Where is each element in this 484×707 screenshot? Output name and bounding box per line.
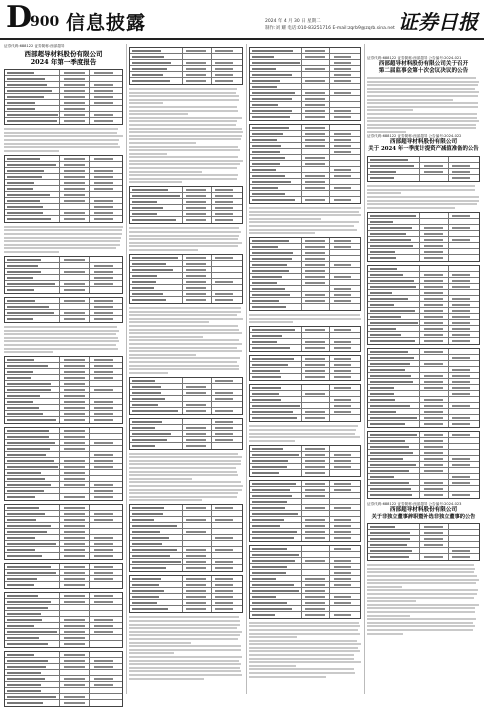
text-line	[129, 678, 204, 680]
text-line	[367, 615, 410, 617]
text-line	[249, 636, 297, 638]
column-divider	[246, 44, 247, 694]
text-line	[367, 88, 475, 90]
text-line	[249, 429, 356, 431]
text-line	[129, 138, 241, 140]
text-line	[367, 117, 477, 119]
table-row	[368, 554, 479, 560]
data-table	[367, 431, 480, 499]
column-1	[4, 44, 123, 694]
text-line	[129, 102, 163, 104]
data-table	[4, 297, 123, 323]
table-row	[5, 216, 122, 222]
text-line	[4, 326, 117, 328]
text-line	[129, 307, 241, 309]
text-line	[129, 456, 242, 458]
text-line	[4, 229, 122, 231]
text-line	[367, 102, 478, 104]
table-row	[250, 374, 360, 380]
data-table	[367, 156, 480, 182]
data-table	[129, 418, 243, 450]
text-line	[367, 84, 478, 86]
text-line	[129, 311, 241, 313]
text-line	[249, 433, 355, 435]
table-row	[130, 408, 242, 414]
text-line	[367, 106, 478, 108]
data-table	[4, 651, 123, 707]
text-line	[367, 622, 473, 624]
text-line	[129, 135, 242, 137]
text-line	[129, 249, 198, 251]
text-line	[129, 652, 174, 654]
text-line	[129, 110, 238, 112]
text-line	[367, 604, 479, 606]
text-line	[4, 344, 116, 346]
text-line	[367, 99, 453, 101]
text-line	[129, 343, 242, 345]
text-line	[129, 656, 242, 658]
data-table	[129, 575, 243, 613]
article-company: 西部超导材料股份有限公司	[24, 50, 103, 58]
table-row	[368, 421, 479, 427]
table-row	[5, 700, 122, 706]
text-line	[249, 318, 361, 320]
table-row	[250, 612, 360, 618]
text-line	[249, 622, 359, 624]
data-table	[249, 384, 361, 422]
contact-line: 制作:刘 耀 电话:010-83251716 E-mail:zqrb9@zqrb.sina.net	[265, 26, 395, 31]
text-line	[4, 132, 117, 134]
text-line	[4, 237, 121, 239]
text-line	[4, 351, 53, 353]
data-table	[4, 256, 123, 294]
text-line	[4, 348, 118, 350]
text-line	[129, 478, 192, 480]
text-line	[129, 492, 238, 494]
page-header	[0, 0, 484, 40]
article-title: 2024 年第一季度报告	[30, 58, 97, 67]
text-line	[129, 181, 182, 183]
text-line	[249, 321, 293, 323]
table-row	[130, 297, 242, 303]
text-line	[367, 597, 474, 599]
text-line	[4, 337, 118, 339]
table-row	[5, 641, 122, 647]
text-line	[129, 120, 237, 122]
text-line	[249, 665, 296, 667]
text-line	[249, 425, 358, 427]
page-letter: D	[6, 0, 33, 35]
text-line	[129, 627, 237, 629]
text-line	[129, 95, 239, 97]
table-row	[368, 492, 479, 498]
table-row	[5, 118, 122, 124]
text-line	[367, 77, 476, 79]
text-line	[367, 81, 479, 83]
data-table	[4, 592, 123, 648]
data-table	[249, 480, 361, 542]
table-row	[250, 114, 360, 120]
text-line	[129, 463, 241, 465]
text-line	[249, 436, 360, 438]
text-line	[367, 618, 476, 620]
text-line	[367, 611, 475, 613]
text-line	[367, 203, 477, 205]
text-line	[367, 185, 475, 187]
text-line	[129, 314, 237, 316]
text-line	[129, 149, 240, 151]
text-line	[129, 372, 168, 374]
text-line	[129, 667, 240, 669]
data-table	[129, 186, 243, 224]
text-line	[367, 600, 416, 602]
text-line	[129, 242, 242, 244]
table-row	[5, 553, 122, 559]
data-table	[367, 348, 480, 428]
table-row	[130, 443, 242, 449]
data-table	[249, 545, 361, 619]
column-3	[249, 44, 361, 694]
text-line	[129, 460, 241, 462]
table-row	[5, 417, 122, 423]
text-line	[129, 638, 238, 640]
text-line	[367, 582, 476, 584]
data-table	[129, 47, 243, 85]
text-line	[249, 214, 361, 216]
text-line	[129, 634, 240, 636]
data-table	[249, 445, 361, 477]
text-line	[129, 489, 242, 491]
text-line	[367, 91, 479, 93]
text-line	[129, 642, 191, 644]
text-line	[249, 629, 358, 631]
text-line	[129, 88, 237, 90]
text-line	[249, 314, 360, 316]
article-code: 证券代码:688122 证券简称:西部超导 公告编号:2024-021	[367, 56, 462, 60]
table-row	[250, 535, 360, 541]
table-row	[5, 494, 122, 500]
data-table	[129, 254, 243, 304]
text-line	[4, 244, 120, 246]
text-line	[249, 232, 315, 234]
text-line	[249, 440, 295, 442]
table-row	[130, 565, 242, 571]
text-line	[129, 92, 236, 94]
text-line	[367, 625, 475, 627]
text-line	[249, 643, 361, 645]
text-line	[4, 146, 120, 148]
data-table	[129, 377, 243, 415]
text-line	[129, 485, 243, 487]
data-table	[367, 212, 480, 262]
text-line	[4, 233, 122, 235]
text-line	[367, 95, 478, 97]
text-line	[249, 229, 357, 231]
text-line	[129, 160, 243, 162]
text-line	[367, 579, 479, 581]
text-line	[4, 333, 116, 335]
data-table	[129, 504, 243, 572]
text-line	[4, 247, 116, 249]
column-divider	[126, 44, 127, 694]
text-line	[4, 150, 59, 152]
text-line	[249, 661, 361, 663]
text-line	[129, 227, 239, 229]
text-line	[129, 339, 239, 341]
text-line	[129, 171, 202, 173]
text-line	[367, 568, 475, 570]
text-line	[249, 625, 360, 627]
article-code: 证券代码:688122 证券简称:西部超导 公告编号:2024-022	[367, 134, 462, 139]
text-line	[249, 225, 354, 227]
text-line	[367, 564, 474, 566]
section-title: 信息披露	[66, 12, 147, 34]
text-line	[4, 135, 123, 137]
text-line	[129, 174, 238, 176]
table-row	[250, 415, 360, 421]
data-table	[249, 237, 361, 311]
column-divider	[364, 44, 365, 694]
column-4	[367, 44, 480, 694]
text-line	[249, 676, 326, 678]
text-line	[367, 571, 474, 573]
text-line	[129, 361, 237, 363]
text-line	[129, 153, 167, 155]
data-table	[249, 47, 361, 121]
table-row	[5, 287, 122, 293]
text-line	[129, 231, 241, 233]
text-line	[367, 607, 475, 609]
table-row	[5, 316, 122, 322]
text-line	[367, 131, 406, 133]
text-line	[367, 127, 476, 129]
text-line	[249, 633, 360, 635]
data-table	[249, 355, 361, 381]
text-line	[249, 672, 355, 674]
text-line	[129, 663, 241, 665]
text-line	[129, 332, 242, 334]
text-line	[129, 128, 242, 130]
text-line	[129, 163, 240, 165]
text-line	[249, 211, 359, 213]
article-code: 证券代码:688122 证券简称:西部超导 公告编号:2024-023	[367, 501, 462, 506]
text-line	[129, 329, 239, 331]
text-line	[129, 499, 202, 501]
data-table	[4, 504, 123, 560]
article-company: 西部超导材料股份有限公司	[389, 506, 458, 513]
text-line	[129, 620, 240, 622]
article-title: 关于 2024 年一季度计提资产减值准备的公告	[368, 146, 479, 153]
text-line	[129, 113, 188, 115]
table-row	[368, 175, 479, 181]
text-line	[129, 660, 239, 662]
text-line	[129, 350, 242, 352]
text-line	[129, 357, 240, 359]
text-line	[129, 146, 238, 148]
text-line	[129, 670, 241, 672]
text-line	[4, 330, 119, 332]
text-line	[129, 245, 238, 247]
table-row	[250, 197, 360, 203]
text-line	[129, 368, 239, 370]
text-line	[4, 143, 118, 145]
text-line	[129, 124, 236, 126]
text-line	[367, 633, 403, 635]
text-line	[129, 131, 243, 133]
text-line	[249, 218, 321, 220]
data-table	[4, 155, 123, 223]
table-row	[5, 582, 122, 588]
text-line	[129, 325, 238, 327]
article-code: 证券代码:688122 证券简称:西部超导	[4, 44, 65, 48]
data-table	[367, 523, 480, 561]
text-line	[129, 318, 243, 320]
text-line	[367, 124, 476, 126]
text-line	[129, 167, 237, 169]
article-title: 关于非独立董事辞职暨补选非独立董事的公告	[371, 513, 476, 520]
text-line	[129, 616, 239, 618]
text-line	[129, 649, 241, 651]
page-number: 900	[30, 14, 60, 30]
table-row	[130, 217, 242, 223]
text-line	[367, 629, 473, 631]
text-line	[249, 654, 354, 656]
data-table	[4, 563, 123, 589]
text-line	[4, 226, 123, 228]
table-row	[250, 345, 360, 351]
text-line	[129, 321, 209, 323]
data-table	[4, 356, 123, 424]
text-line	[367, 589, 478, 591]
text-line	[129, 496, 237, 498]
table-row	[250, 304, 360, 310]
text-line	[367, 593, 477, 595]
text-line	[129, 178, 237, 180]
text-line	[129, 631, 242, 633]
text-line	[129, 99, 239, 101]
date-line: 2024 年 4 月 30 日 星期二	[265, 19, 321, 24]
text-line	[4, 240, 120, 242]
text-line	[367, 120, 479, 122]
text-line	[4, 139, 119, 141]
text-line	[129, 347, 237, 349]
table-row	[368, 338, 479, 344]
newspaper-logo: 证券日报	[398, 10, 478, 34]
text-line	[249, 647, 358, 649]
text-line	[367, 575, 477, 577]
data-table	[249, 326, 361, 352]
column-2	[129, 44, 243, 694]
data-table	[4, 69, 123, 125]
text-line	[367, 586, 402, 588]
article-company: 西部超导材料股份有限公司关于召开	[378, 61, 469, 67]
text-line	[4, 128, 118, 130]
text-line	[129, 481, 241, 483]
text-line	[4, 251, 59, 253]
text-line	[129, 235, 239, 237]
text-line	[249, 640, 357, 642]
text-line	[129, 117, 242, 119]
text-line	[249, 221, 359, 223]
data-table	[4, 427, 123, 501]
text-line	[129, 471, 237, 473]
data-table	[367, 265, 480, 345]
article-title: 第二届监事会第十次会议决议的公告	[378, 67, 469, 74]
text-line	[129, 354, 196, 356]
text-line	[249, 207, 361, 209]
text-line	[129, 336, 203, 338]
text-line	[249, 658, 354, 660]
article-company: 西部超导材料股份有限公司	[389, 139, 458, 146]
text-line	[367, 113, 477, 115]
table-row	[130, 78, 242, 84]
text-line	[367, 189, 475, 191]
data-table	[249, 124, 361, 204]
text-line	[367, 192, 401, 194]
text-line	[367, 207, 455, 209]
table-row	[130, 606, 242, 612]
text-line	[367, 196, 479, 198]
text-line	[367, 109, 413, 111]
text-line	[129, 467, 236, 469]
text-line	[249, 650, 360, 652]
text-line	[129, 106, 237, 108]
text-line	[129, 674, 242, 676]
text-line	[129, 238, 238, 240]
text-line	[129, 156, 238, 158]
text-line	[129, 142, 196, 144]
text-line	[4, 340, 119, 342]
text-line	[367, 200, 479, 202]
text-line	[129, 365, 239, 367]
text-line	[129, 624, 240, 626]
table-row	[250, 470, 360, 476]
text-line	[129, 474, 238, 476]
table-row	[368, 255, 479, 261]
text-line	[129, 645, 241, 647]
text-line	[249, 668, 354, 670]
text-line	[129, 453, 238, 455]
